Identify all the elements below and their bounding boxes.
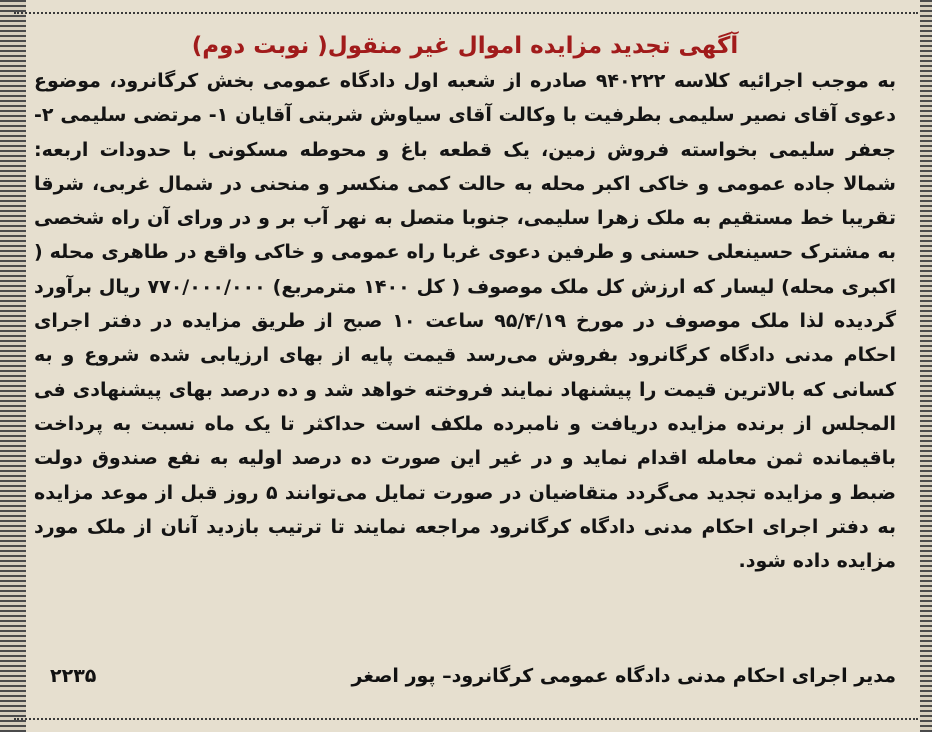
top-dotted-rule — [14, 12, 918, 14]
notice-code: ۲۲۳۵ — [50, 665, 97, 687]
left-border-pattern — [0, 0, 26, 732]
right-border-pattern — [920, 0, 932, 732]
notice-title: آگهی تجدید مزایده اموال غیر منقول( نوبت دوم) — [191, 33, 739, 59]
bottom-dotted-rule — [14, 718, 918, 720]
notice-body: به موجب اجرائیه کلاسه ۹۴۰۲۲۲ صادره از شعبه اول دادگاه عمومی بخش کرگانرود، موضوع دعوی آقای نصیر سلیمی بطرفیت با وکالت آقای سیاوش شربتی آقایان ۱- مرتضی سلیمی ۲- جعفر سلیمی بخواسته فروش زمین، یک قطعه باغ و محوطه مسکونی با حدودات اربعه: شمالا جاده عمومی و خاکی اکبر محله به حالت کمی منکسر و منحنی در شمال غربی، شرقا تقریبا خط مستقیم به ملک زهرا سلیمی، جنوبا متصل به نهر آب بر و در ورای آن راه شخصی به مشترک حسینعلی حسنی و طرفین دعوی غربا راه عمومی و خاکی واقع در طاهری محله ( اکبری محله) لیسار که ارزش کل ملک موصوف ( کل ۱۴۰۰ مترمربع) ۷۷۰/۰۰۰/۰۰۰ ریال برآورد گردیده لذا ملک موصوف در مورخ ۹۵/۴/۱۹ ساعت ۱۰ صبح از طریق مزایده در دفتر اجرای احکام مدنی دادگاه کرگانرود بفروش می‌رسد قیمت پایه از بهای ارزیابی شده شروع و به کسانی که بالاترین قیمت را پیشنهاد نمایند فروخته خواهد شد و ده درصد بهای پیشنهادی فی المجلس از برنده مزایده دریافت و نامبرده ملکف است حداکثر تا یک ماه نسبت به پرداخت باقیمانده ثمن معامله اقدام نماید و در غیر این صورت ده درصد اولیه به نفع صندوق دولت ضبط و مزایده تجدید می‌گردد متقاضیان در صورت تمایل می‌توانند ۵ روز قبل از موعد مزایده به دفتر اجرای احکام مدنی دادگاه کرگانرود مراجعه نمایند تا ترتیب بازدید آنان از ملک مورد مزایده داده شود. — [34, 70, 897, 573]
auction-notice — [34, 28, 896, 710]
notice-signature: مدیر اجرای احکام مدنی دادگاه عمومی کرگانرود– پور اصغر — [351, 665, 896, 687]
